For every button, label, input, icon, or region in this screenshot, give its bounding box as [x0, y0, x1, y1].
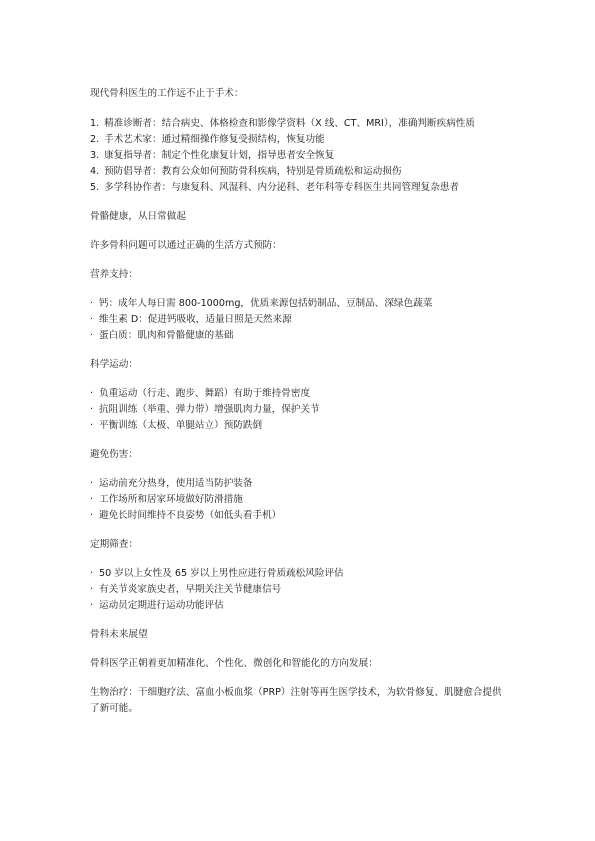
list-number: 4. [90, 166, 100, 177]
bullet-item [90, 328, 520, 344]
bullet-item-text: 蛋白质：肌肉和骨骼健康的基础 [99, 330, 234, 341]
bullet-item-text: 抗阻训练（举重、弹力带）增强肌肉力量，保护关节 [99, 404, 320, 415]
bio-therapy-paragraph: 生物治疗：干细胞疗法、富血小板血浆（PRP）注射等再生医学技术，为软骨修复、肌腱愈合提供了新可能。 [90, 687, 502, 714]
bullet-item [90, 598, 520, 614]
list-item [90, 164, 520, 180]
prevent-intro: 许多骨科问题可以通过正确的生活方式预防： [90, 240, 282, 251]
bullet-icon: · [90, 510, 94, 521]
bullet-item [90, 402, 520, 418]
bullet-icon: · [90, 298, 94, 309]
section-heading-future: 骨科未来展望 [90, 629, 148, 640]
bullet-icon: · [90, 568, 94, 579]
bullet-item-text: 运动前充分热身，使用适当防护装备 [99, 478, 253, 489]
screening-heading: 定期筛查： [90, 539, 138, 550]
injury-list [90, 476, 520, 524]
exercise-list [90, 386, 520, 434]
bullet-icon: · [90, 478, 94, 489]
bullet-icon: · [90, 388, 94, 399]
bullet-item [90, 296, 520, 312]
exercise-heading: 科学运动： [90, 359, 138, 370]
bullet-icon: · [90, 314, 94, 325]
bullet-item-text: 运动员定期进行运动功能评估 [99, 600, 224, 611]
list-item-text: 多学科协作者：与康复科、风湿科、内分泌科、老年科等专科医生共同管理复杂患者 [104, 182, 460, 193]
document-page [90, 86, 520, 717]
bullet-item-text: 避免长时间维持不良姿势（如低头看手机） [99, 510, 282, 521]
bullet-item [90, 492, 520, 508]
bullet-icon: · [90, 404, 94, 415]
roles-list [90, 116, 520, 196]
bullet-item [90, 476, 520, 492]
screening-list [90, 566, 520, 614]
nutrition-heading: 营养支持： [90, 269, 138, 280]
list-item [90, 180, 520, 196]
injury-heading: 避免伤害： [90, 449, 138, 460]
bullet-item-text: 钙：成年人每日需 800-1000mg，优质来源包括奶制品、豆制品、深绿色蔬菜 [99, 298, 433, 309]
bullet-icon: · [90, 600, 94, 611]
bullet-item [90, 386, 520, 402]
bullet-item [90, 508, 520, 524]
bullet-item-text: 平衡训练（太极、单腿站立）预防跌倒 [99, 420, 263, 431]
bullet-item [90, 566, 520, 582]
list-item-text: 精准诊断者：结合病史、体格检查和影像学资料（X 线、CT、MRI），准确判断疾病性质 [104, 118, 475, 129]
bullet-item-text: 工作场所和居家环境做好防滑措施 [99, 494, 243, 505]
bullet-icon: · [90, 330, 94, 341]
list-number: 3. [90, 150, 100, 161]
list-item-text: 手术艺术家：通过精细操作修复受损结构，恢复功能 [104, 134, 325, 145]
list-number: 2. [90, 134, 100, 145]
bullet-icon: · [90, 584, 94, 595]
bullet-item [90, 418, 520, 434]
list-item [90, 132, 520, 148]
bullet-item-text: 维生素 D：促进钙吸收，适量日照是天然来源 [99, 314, 292, 325]
list-item [90, 116, 520, 132]
bullet-item [90, 582, 520, 598]
intro-paragraph: 现代骨科医生的工作远不止于手术： [90, 88, 244, 99]
bullet-item-text: 有关节炎家族史者，早期关注关节健康信号 [99, 584, 282, 595]
list-item [90, 148, 520, 164]
list-number: 1. [90, 118, 100, 129]
future-intro: 骨科医学正朝着更加精准化、个性化、微创化和智能化的方向发展： [90, 658, 378, 669]
bullet-icon: · [90, 494, 94, 505]
list-item-text: 预防倡导者：教育公众如何预防骨科疾病，特别是骨质疏松和运动损伤 [104, 166, 402, 177]
bullet-item-text: 负重运动（行走、跑步、舞蹈）有助于维持骨密度 [99, 388, 311, 399]
list-number: 5. [90, 182, 100, 193]
section-heading-daily: 骨骼健康，从日常做起 [90, 211, 186, 222]
bullet-icon: · [90, 420, 94, 431]
bullet-item-text: 50 岁以上女性及 65 岁以上男性应进行骨质疏松风险评估 [99, 568, 344, 579]
nutrition-list [90, 296, 520, 344]
list-item-text: 康复指导者：制定个性化康复计划，指导患者安全恢复 [104, 150, 335, 161]
bullet-item [90, 312, 520, 328]
